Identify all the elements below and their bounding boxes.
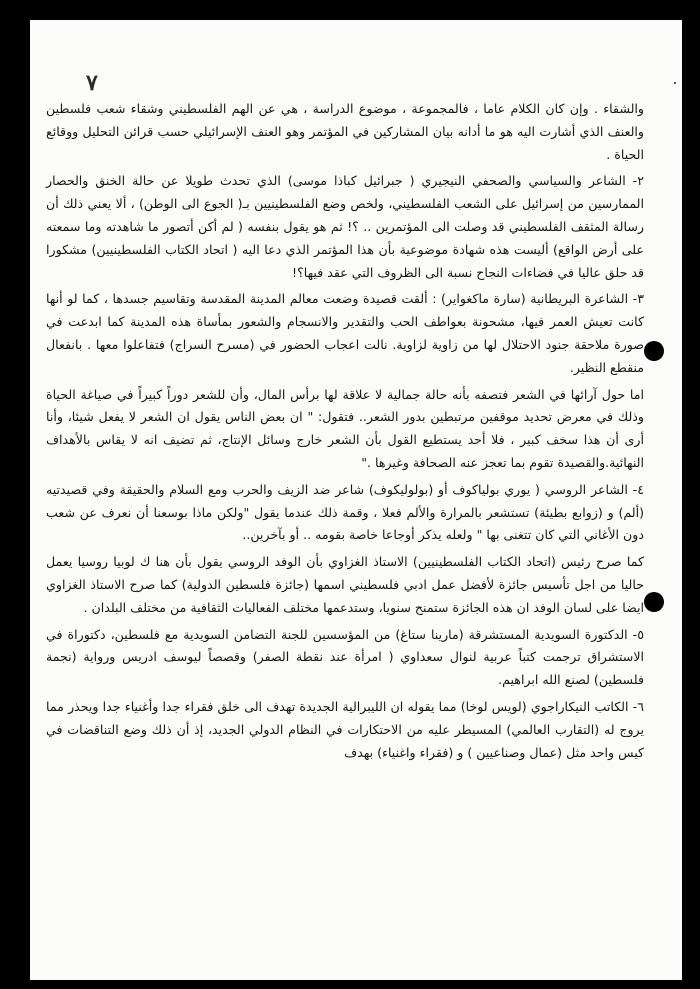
punch-hole-bottom [644,592,664,612]
page-number: ٧ [86,70,98,96]
paragraph-4-russian-poet: ٤- الشاعر الروسي ( يوري بولياكوف أو (بولوليكوف) شاعر ضد الزيف والحرب ومع السلام والحقيقة وفي قصيدتيه (ألم) و (زوابع بطيئة) تستشعر بالمرارة والألم فعلا ، وقمة ذلك عندما يقول "ولكن ماذا بوسعنا أن نعرف عن شعب دون الأغاني التي كان تتغنى بها " ولعله يذكر أوجاعا خاصة بقومه .. أو بآخرين.. [46,481,644,543]
paragraph-4-palestine-prize: كما صرح رئيس (اتحاد الكتاب الفلسطينيين) الاستاذ الغزاوي بأن الوفد الروسي يقول بأن هنا ك لوبيا روسيا يعمل حاليا من اجل تأسيس جائزة لأفضل عمل ادبي فلسطيني اسمها (جائزة فلسطين الدولية) كما صرح الاستاذ الغزاوي ايضا على لسان الوفد ان هذه الجائزة ستمنح سنويا، وستدعمها مختلف الفعاليات الثقافية من مختلف البلدان . [46,554,644,615]
document-page [30,20,682,980]
paragraph-5-swedish-orientalist: ٥- الدكتورة السويدية المستشرقة (مارينا ستاغ) من المؤسسين للجنة التضامن السويدية مع فلسطين، دكتوراة في الاستشراق ترجمت كتباً عربية لنوال سعداوي ( امرأة عند نقطة الصفر) وقصصاً ليوسف ادريس ورواية (نجمة فلسطين) لصنع الله ابراهيم. [46,626,644,688]
paragraph-2-nigerian-poet: ٢- الشاعر والسياسي والصحفي النيجيري ( جبرائيل كباذا موسى) الذي تحدث طويلا عن حالة الخنق والحصار الممارسين من إسرائيل على الشعب الفلسطيني، ولخص وضع الفلسطينيين بـ( الجوع الى الوطن) ، ألا يعني ذلك أن رسالة المثقف الفلسطيني قد وصلت الى المؤتمرين .. ؟! ثم هو يقول بنفسه ( لم أكن أتصور ما شاهدته وما سمعته على أرض الواقع) أليست هذه شهادة موضوعية بأن هذا المؤتمر الذي دعا اليه ( اتحاد الكتاب الفلسطينيين) مشكورا قد حلق عاليا في فضاءات النجاح نسبة الى الظروف التي عقد فيها؟! [46,173,644,280]
paragraph-intro-conclusion: والشقاء . وإن كان الكلام عاما ، فالمجموعة ، موضوع الدراسة ، هي عن الهم الفلسطيني وشقاء شعب فلسطين والعنف الذي أشارت اليه هو ما أدانه بيان المشاركين في المؤتمر وهو العنف الإسرائيلي حسب قرائن التحليل ووقائع الحياة . [46,101,644,162]
paragraph-3-british-poet: ٣- الشاعرة البريطانية (سارة ماكغواير) : ألقت قصيدة وضعت معالم المدينة المقدسة وتقاسيم جسدها ، كما لو أنها كانت تعيش العمر فيها، مشحونة بعواطف الحب والتقدير والانسجام والشعور بمأساة هذه المدينة كما ابدعت في صورة ملاحقة جنود الاحتلال لها من زاوية لزاوية. نالت اعجاب الحضور في (مسرح السراج) فتفاعلوا معها . بانفعال منقطع النظير. [46,291,644,375]
punch-hole-top [644,341,664,361]
paragraph-3-poetry-views: اما حول آرائها في الشعر فتصفه بأنه حالة جمالية لا علاقة لها برأس المال، وأن للشعر دوراً كبيراً في صياغة الحياة وذلك في معرض تحديد موقفين مرتبطين بدور الشعر.. فتقول: " ان بعض الناس يقول ان الشعر لا يفعل شيئا، وأنا أرى أن هذا سخف كبير ، فلا أحد يستطيع القول بأن الشعر خارج وسائل الإنتاج، ثم تضيف انه لا يقاس بالأهداف النهائية.والقصيدة تقوم بما تعجز عنه الصحافة وغيرها ." [46,386,644,470]
paragraph-6-nicaraguan-writer: ٦- الكاتب النيكاراجوي (لويس لوخا) مما يقوله ان الليبرالية الجديدة تهدف الى خلق فقراء جدا وأغنياء جدا ويحذر مما يروج له (التقارب العالمي) المسيطر عليه من الاحتكارات في النظام الدولي الجديد، إذ أن ذلك وضع التناقضات في كيس واحد مثل (عمال وصناعيين ) و (فقراء واغنياء) بهدف [46,698,644,760]
document-body [46,98,644,768]
ink-dot [674,82,676,84]
